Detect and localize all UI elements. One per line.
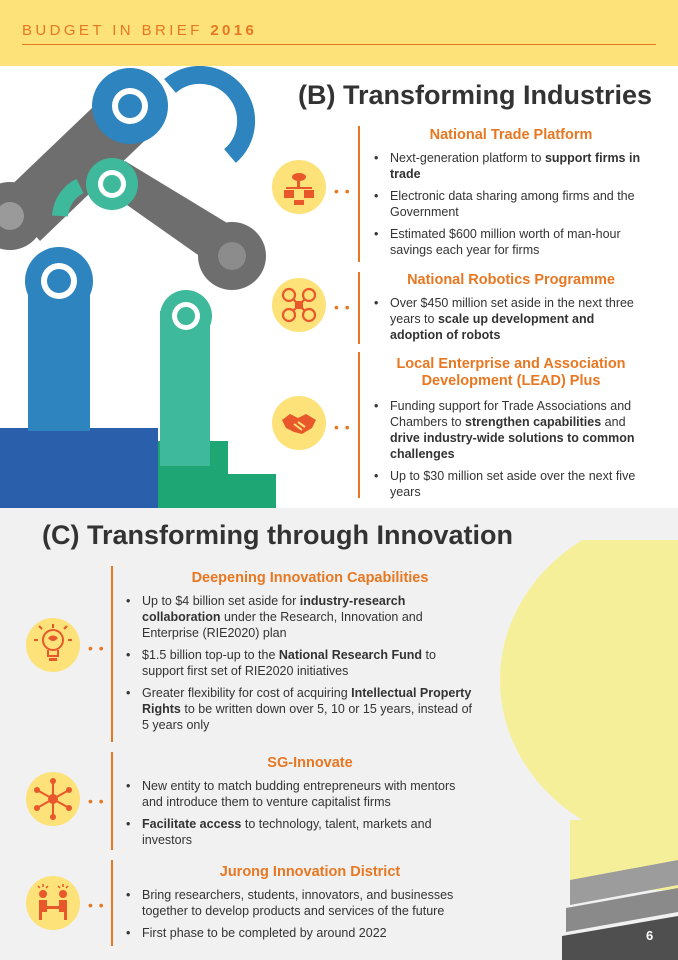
lightbulb-brain-icon [26,618,80,672]
list-item: • Greater flexibility for cost of acquiring Intellectual Property Rights to be written down over 5, 10 or 15 years, instead of 5 years only [124,685,474,733]
block-divider [111,566,113,742]
connector-dots: • • [334,419,351,435]
connector-dots: • • [88,640,105,656]
list-item: • Bring researchers, students, innovators, and businesses together to develop products and services of the future [124,887,494,919]
list-item: • Next-generation platform to support firms in trade [372,150,644,182]
list-item: • Facilitate access to technology, talent, markets and investors [124,816,474,848]
header-title: BUDGET IN BRIEF 2016 [22,22,258,39]
page-header [0,0,678,66]
list-item: • First phase to be completed by around 2022 [124,925,494,941]
bullet-list [124,887,494,947]
bullet-list [372,398,648,506]
list-item: • Up to $30 million set aside over the next five years [372,468,648,500]
block-divider [358,352,360,498]
block-heading: Jurong Innovation District [219,864,401,880]
connector-dots: • • [334,299,351,315]
list-item: • New entity to match budding entrepreneurs with mentors and introduce them to venture capitalist firms [124,778,474,810]
block-divider [111,752,113,850]
bullet-list [124,778,474,854]
bullet-list [124,593,474,739]
list-item: • $1.5 billion top-up to the National Research Fund to support first set of RIE2020 initiatives [124,647,474,679]
block-heading: Deepening Innovation Capabilities [191,570,429,586]
handshake-icon [272,396,326,450]
block-heading: National Trade Platform [429,127,593,143]
connector-dots: • • [88,793,105,809]
block-divider [358,272,360,344]
list-item: • Over $450 million set aside in the next three years to scale up development and adoption of robots [372,295,644,343]
page-number: 6 [646,928,654,943]
list-item: • Electronic data sharing among firms and the Government [372,188,644,220]
header-rule [22,44,656,45]
block-heading: Local Enterprise and Association Development (LEAD) Plus [396,356,626,389]
list-item: • Up to $4 billion set aside for industry-research collaboration under the Research, Innovation and Enterprise (RIE2020) plan [124,593,474,641]
block-divider [111,860,113,946]
list-item: • Estimated $600 million worth of man-hour savings each year for firms [372,226,644,258]
block-heading: SG-Innovate [267,755,353,771]
bullet-list [372,150,644,264]
lightbulb-illustration [470,540,678,960]
connector-dots: • • [334,183,351,199]
block-heading: National Robotics Programme [407,272,615,288]
collaboration-icon [26,876,80,930]
robot-arm-illustration [0,66,290,508]
block-divider [358,126,360,262]
bullet-list [372,295,644,349]
list-item: • Funding support for Trade Associations and Chambers to strengthen capabilities and drive industry-wide solutions to common challenges [372,398,648,462]
drone-icon [272,278,326,332]
section-c-title: (C) Transforming through Innovation [42,520,513,550]
hub-network-icon [26,772,80,826]
network-icon [272,160,326,214]
connector-dots: • • [88,897,105,913]
section-b-title: (B) Transforming Industries [298,80,653,110]
